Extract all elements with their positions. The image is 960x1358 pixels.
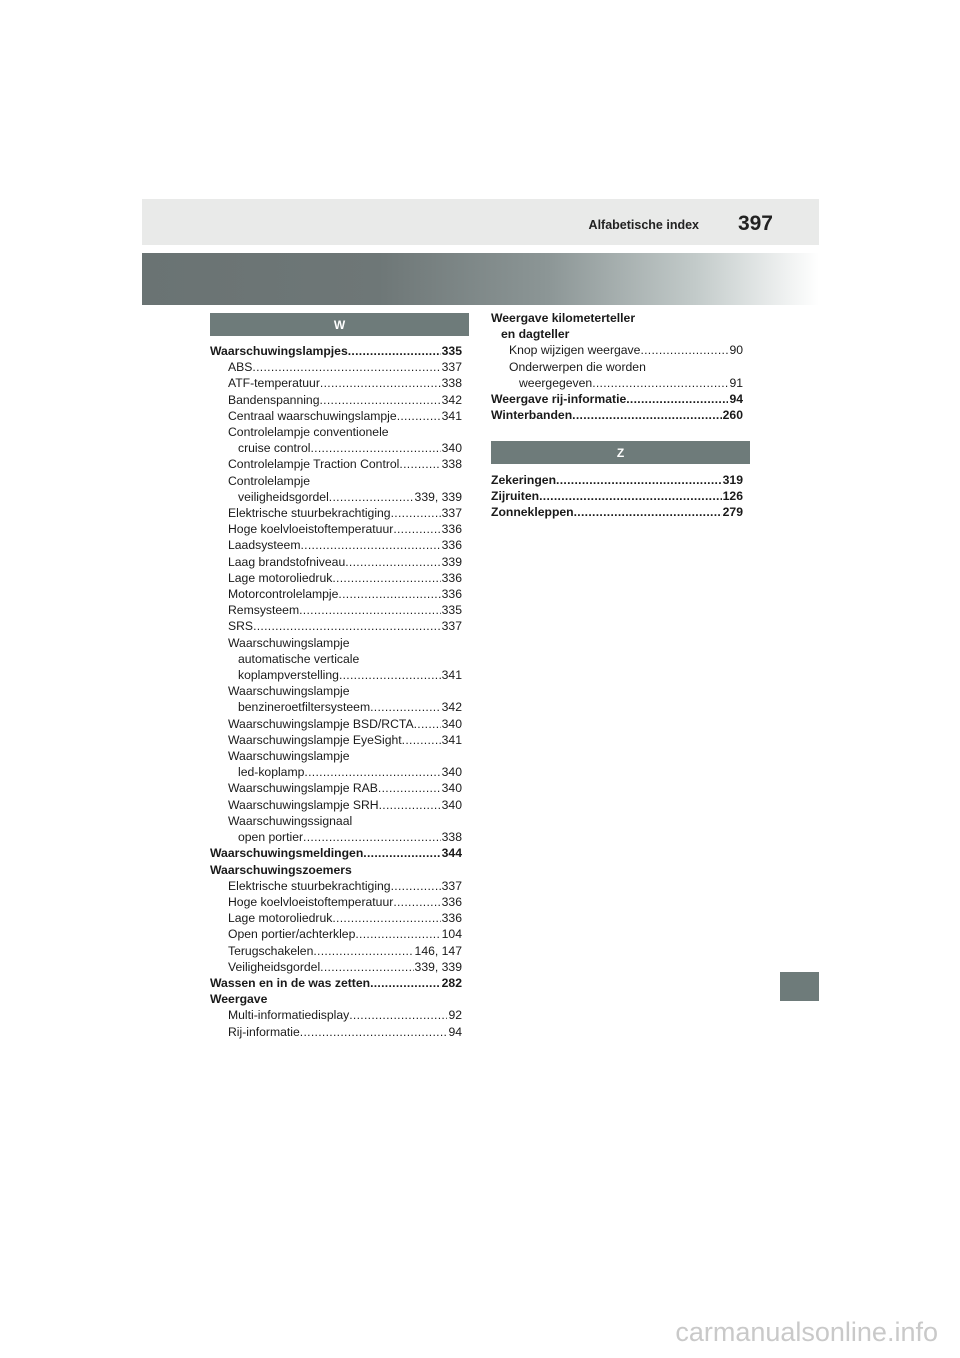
entry-term: Waarschuwingsmeldingen [210,846,364,861]
watermark-logo: carmanualsonline.info [675,1317,938,1347]
entry-page-ref: 282 [441,975,462,990]
index-entry [210,618,462,634]
dot-leader [574,504,722,520]
entry-term: Laag brandstofniveau [228,554,346,569]
entry-page-ref: 319 [722,473,743,487]
dot-leader [332,910,440,926]
index-entry [210,910,462,926]
section-header-z: Z [491,441,750,464]
dot-leader [640,342,728,358]
entry-page-ref: 94 [448,1024,462,1039]
index-entry [491,472,743,488]
dot-leader [378,780,441,796]
entry-page-ref: 336 [441,522,462,537]
entry-page-ref: 340 [441,716,462,731]
entry-term: Elektrische stuurbekrachtiging [228,506,391,521]
entry-page-ref: 340 [441,765,462,780]
dot-leader [572,407,722,423]
entry-term: Hoge koelvloeistoftemperatuur [228,894,394,909]
index-entry [210,894,462,910]
index-entry [210,764,462,780]
index-entry [210,829,462,845]
entry-page-ref: 260 [722,408,743,423]
dot-leader [391,505,441,521]
index-entry [210,570,462,586]
entry-page-ref: 341 [441,408,462,423]
entry-page-ref: 341 [441,732,462,747]
chapter-tab-marker [780,972,819,1001]
entry-term: Wassen en in de was zetten [210,975,371,990]
index-entry [210,780,462,796]
section-header-w: W [210,313,469,336]
index-entry: Waarschuwingssignaal [228,813,353,828]
dot-leader [370,699,441,715]
entry-term: Lage motoroliedruk [228,570,333,585]
index-entry [210,602,462,618]
index-entry [491,504,743,520]
dot-leader [310,440,440,456]
dot-leader [320,959,413,975]
entry-term: ABS [228,360,253,375]
dot-leader [313,943,413,959]
entry-page-ref: 91 [729,375,743,390]
entry-term: ATF-temperatuur [228,376,320,391]
dot-leader [556,472,722,488]
header-band [142,199,819,245]
dot-leader [355,926,440,942]
entry-term: Knop wijzigen weergave [509,343,641,358]
dot-leader [393,894,440,910]
dot-leader [299,602,441,618]
entry-page-ref: 90 [729,343,743,358]
dot-leader [304,764,440,780]
dot-leader [320,392,441,408]
dot-leader [370,975,441,991]
dot-leader [363,845,440,861]
dot-leader [402,732,441,748]
dot-leader [379,797,441,813]
entry-page-ref: 340 [441,797,462,812]
index-entry [210,699,462,715]
index-entry [210,554,462,570]
entry-term: weergegeven [519,375,593,390]
dot-leader [397,408,441,424]
entry-page-ref: 339 [441,554,462,569]
index-entry: Onderwerpen die worden [509,359,646,374]
dot-leader [414,716,441,732]
index-entry [210,343,462,359]
index-entry: Controlelampje conventionele [228,425,389,440]
dot-leader [329,489,414,505]
index-entry [210,797,462,813]
index-entry: Weergave kilometerteller [491,311,636,325]
index-entry [210,716,462,732]
dot-leader [391,878,441,894]
entry-page-ref: 336 [441,894,462,909]
index-entry [210,959,462,975]
page-number: 397 [737,212,773,235]
entry-term: koplampverstelling [238,668,339,683]
entry-term: open portier [238,830,304,845]
entry-page-ref: 337 [441,878,462,893]
entry-term: Terugschakelen [228,943,314,958]
entry-term: benzineroetfiltersysteem [238,700,371,715]
entry-term: Elektrische stuurbekrachtiging [228,878,391,893]
index-entry [210,489,462,505]
entry-page-ref: 342 [441,392,462,407]
dot-leader [339,667,441,683]
dot-leader [303,829,441,845]
index-entry: Waarschuwingslampje [228,635,350,650]
index-entry [210,392,462,408]
dot-leader [592,375,728,391]
index-entry [210,943,462,959]
index-entry [210,408,462,424]
entry-page-ref: 338 [441,376,462,391]
dot-leader [345,554,440,570]
index-entry [491,407,743,423]
dot-leader [252,359,440,375]
entry-term: led-koplamp [238,765,305,780]
entry-term: Multi-informatiedisplay [228,1008,350,1023]
entry-page-ref: 338 [441,830,462,845]
index-entry [210,359,462,375]
entry-page-ref: 339, 339 [414,959,462,974]
index-entry [491,391,743,407]
index-entry [210,586,462,602]
index-entry [491,342,743,358]
index-entry [210,440,462,456]
dot-leader [349,1007,447,1023]
index-entry [491,375,743,391]
dot-leader [253,618,441,634]
entry-page-ref: 339, 339 [414,489,462,504]
entry-page-ref: 335 [441,603,462,618]
index-entry: automatische verticale [238,651,360,666]
entry-page-ref: 336 [441,587,462,602]
entry-term: Zijruiten [491,489,540,504]
entry-page-ref: 336 [441,911,462,926]
entry-term: Winterbanden [491,408,573,423]
dot-leader [332,570,440,586]
index-entry [210,878,462,894]
index-entry [210,505,462,521]
index-entry [210,732,462,748]
entry-term: Controlelampje Traction Control [228,457,400,472]
dot-leader [320,375,441,391]
entry-page-ref: 336 [441,570,462,585]
index-entry: Controlelampje [228,473,310,488]
index-entry [210,537,462,553]
index-entry [210,1007,462,1023]
entry-term: cruise control [238,441,311,456]
entry-term: Zekeringen [491,473,557,487]
entry-term: SRS [228,619,254,634]
entry-term: Lage motoroliedruk [228,911,333,926]
index-column-left [210,343,462,1040]
entry-term: veiligheidsgordel [238,489,329,504]
entry-page-ref: 94 [729,392,743,407]
index-entry [210,1024,462,1040]
index-entry: Weergave [210,992,268,1007]
index-entry: Waarschuwingszoemers [210,862,352,877]
entry-term: Remsysteem [228,603,300,618]
entry-term: Waarschuwingslampje BSD/RCTA [228,716,414,731]
dot-leader [399,456,440,472]
entry-page-ref: 337 [441,619,462,634]
entry-term: Zonnekleppen [491,505,574,520]
entry-term: Waarschuwingslampje SRH [228,797,379,812]
entry-page-ref: 340 [441,781,462,796]
header-title: Alfabetische index [588,218,699,232]
entry-page-ref: 337 [441,506,462,521]
entry-term: Hoge koelvloeistoftemperatuur [228,522,394,537]
index-entry [210,926,462,942]
entry-page-ref: 126 [722,489,743,504]
entry-page-ref: 279 [722,505,743,520]
index-entry [210,521,462,537]
entry-page-ref: 342 [441,700,462,715]
decorative-gradient-band [142,253,819,305]
entry-page-ref: 341 [441,668,462,683]
index-entry: Waarschuwingslampje [228,684,350,699]
entry-page-ref: 104 [441,927,462,942]
index-entry [210,375,462,391]
index-entry: Waarschuwingslampje [228,749,350,764]
entry-term: Waarschuwingslampje EyeSight [228,732,402,747]
dot-leader [539,488,722,504]
dot-leader [301,537,441,553]
entry-page-ref: 335 [441,344,462,358]
index-entry [210,845,462,861]
dot-leader [300,1024,448,1040]
entry-term: Veiligheidsgordel [228,959,321,974]
dot-leader [348,343,441,359]
entry-page-ref: 344 [441,846,462,861]
entry-term: Waarschuwingslampje RAB [228,781,378,796]
entry-page-ref: 146, 147 [414,943,462,958]
entry-page-ref: 338 [441,457,462,472]
dot-leader [393,521,440,537]
entry-page-ref: 337 [441,360,462,375]
dot-leader [626,391,728,407]
index-entry [210,456,462,472]
entry-term: Open portier/achterklep [228,927,356,942]
entry-term: Centraal waarschuwingslampje [228,408,397,423]
entry-term: Weergave rij-informatie [491,392,627,407]
entry-page-ref: 336 [441,538,462,553]
index-entry [210,975,462,991]
index-column-right-z [491,472,743,521]
index-entry: en dagteller [501,327,570,342]
entry-term: Rij-informatie [228,1024,300,1039]
entry-term: Motorcontrolelampje [228,587,339,602]
entry-term: Bandenspanning [228,392,320,407]
entry-page-ref: 340 [441,441,462,456]
dot-leader [338,586,440,602]
entry-page-ref: 92 [448,1008,462,1023]
index-entry [210,667,462,683]
entry-term: Laadsysteem [228,538,301,553]
index-entry [491,488,743,504]
index-column-right-w [491,310,743,423]
entry-term: Waarschuwingslampjes [210,344,348,358]
